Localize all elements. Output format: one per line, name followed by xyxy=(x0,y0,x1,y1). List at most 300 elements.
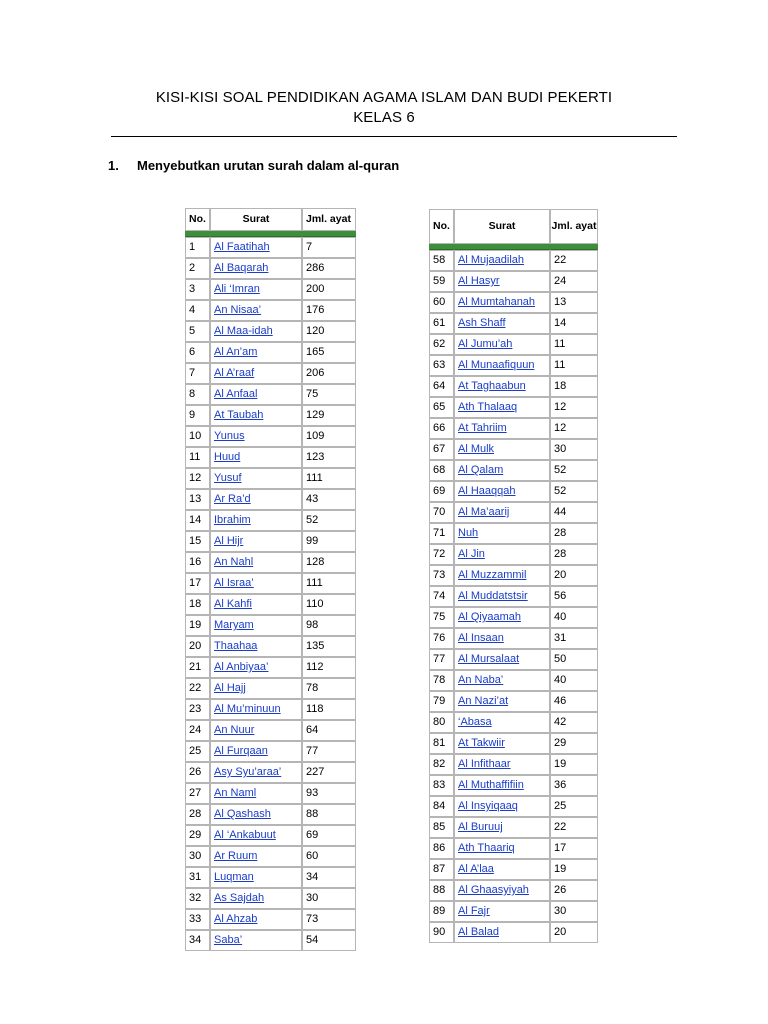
surah-name-link[interactable]: Maryam xyxy=(214,619,254,631)
ayat-count: 135 xyxy=(302,636,356,657)
surah-name-cell xyxy=(210,342,302,363)
surah-name-cell xyxy=(210,258,302,279)
table-row xyxy=(185,489,356,510)
surah-name-link[interactable]: Al Fajr xyxy=(458,905,490,917)
surah-name-cell xyxy=(454,733,550,754)
surah-name-link[interactable]: Al Furqaan xyxy=(214,745,268,757)
surah-name-link[interactable]: Luqman xyxy=(214,871,254,883)
ayat-count: 7 xyxy=(302,237,356,258)
surah-number: 89 xyxy=(429,901,454,922)
table-row xyxy=(429,649,598,670)
surah-number: 28 xyxy=(185,804,210,825)
ayat-count: 14 xyxy=(550,313,598,334)
section-number: 1. xyxy=(108,158,119,173)
table-row xyxy=(429,817,598,838)
table-row xyxy=(429,418,598,439)
table-header-row xyxy=(429,209,598,244)
surah-name-cell xyxy=(454,901,550,922)
ayat-count: 25 xyxy=(550,796,598,817)
surah-name-cell xyxy=(210,237,302,258)
table-header-row xyxy=(185,208,356,231)
surah-table-left xyxy=(185,208,356,951)
table-row xyxy=(429,607,598,628)
surah-name-cell xyxy=(210,846,302,867)
surah-name-link[interactable]: Al A’raaf xyxy=(214,367,255,379)
surah-name-cell xyxy=(454,250,550,271)
surah-name-link[interactable]: At Taghaabun xyxy=(458,380,526,392)
table-row xyxy=(429,565,598,586)
surah-name-link[interactable]: Al Muddatstsir xyxy=(458,590,528,602)
surah-name-link[interactable]: Al Mursalaat xyxy=(458,653,520,665)
surah-name-link[interactable]: Al Hijr xyxy=(214,535,244,547)
table-row xyxy=(429,691,598,712)
surah-name-link[interactable]: Al Anbiyaa’ xyxy=(214,661,269,673)
ayat-count: 52 xyxy=(550,460,598,481)
surah-name-cell xyxy=(454,670,550,691)
surah-name-link[interactable]: Al Balad xyxy=(458,926,499,938)
ayat-count: 31 xyxy=(550,628,598,649)
surah-number: 29 xyxy=(185,825,210,846)
table-row xyxy=(429,313,598,334)
surah-number: 81 xyxy=(429,733,454,754)
surah-number: 74 xyxy=(429,586,454,607)
surah-name-cell xyxy=(210,762,302,783)
surah-name-link[interactable]: At Taubah xyxy=(214,409,264,421)
surah-name-link[interactable]: Ath Thaariq xyxy=(458,842,515,854)
ayat-count: 28 xyxy=(550,523,598,544)
surah-number: 76 xyxy=(429,628,454,649)
ayat-count: 18 xyxy=(550,376,598,397)
surah-name-link[interactable]: At Takwiir xyxy=(458,737,505,749)
surah-number: 66 xyxy=(429,418,454,439)
column-header-surat: Surat xyxy=(454,209,550,244)
ayat-count: 40 xyxy=(550,670,598,691)
section-text: Menyebutkan urutan surah dalam al-quran xyxy=(137,158,400,173)
surah-name-link[interactable]: ‘Abasa xyxy=(458,716,492,728)
ayat-count: 34 xyxy=(302,867,356,888)
surah-name-cell xyxy=(454,418,550,439)
surah-name-cell xyxy=(210,279,302,300)
surah-name-link[interactable]: Al Hajj xyxy=(214,682,246,694)
surah-name-cell xyxy=(454,628,550,649)
surah-number: 5 xyxy=(185,321,210,342)
ayat-count: 73 xyxy=(302,909,356,930)
table-row xyxy=(185,741,356,762)
surah-number: 88 xyxy=(429,880,454,901)
ayat-count: 78 xyxy=(302,678,356,699)
ayat-count: 20 xyxy=(550,922,598,943)
surah-name-link[interactable]: Al Mu’minuun xyxy=(214,703,281,715)
surah-name-link[interactable]: Al Baqarah xyxy=(214,262,269,274)
surah-number: 62 xyxy=(429,334,454,355)
surah-number: 67 xyxy=(429,439,454,460)
table-row xyxy=(185,447,356,468)
ayat-count: 110 xyxy=(302,594,356,615)
surah-name-link[interactable]: Al Jin xyxy=(458,548,485,560)
table-row xyxy=(185,468,356,489)
surah-name-link[interactable]: Al Qiyaamah xyxy=(458,611,521,623)
surah-number: 16 xyxy=(185,552,210,573)
ayat-count: 111 xyxy=(302,468,356,489)
surah-name-cell xyxy=(210,447,302,468)
ayat-count: 36 xyxy=(550,775,598,796)
surah-name-link[interactable]: Al Ahzab xyxy=(214,913,258,925)
surah-number: 84 xyxy=(429,796,454,817)
surah-name-cell xyxy=(454,712,550,733)
surah-name-link[interactable]: Al Mumtahanah xyxy=(458,296,536,308)
table-row xyxy=(429,439,598,460)
table-row xyxy=(429,355,598,376)
surah-name-link[interactable]: Al Insaan xyxy=(458,632,504,644)
table-row xyxy=(185,573,356,594)
surah-number: 79 xyxy=(429,691,454,712)
surah-number: 80 xyxy=(429,712,454,733)
surah-name-cell xyxy=(454,439,550,460)
surah-name-cell xyxy=(454,481,550,502)
surah-number: 1 xyxy=(185,237,210,258)
ayat-count: 93 xyxy=(302,783,356,804)
surah-number: 30 xyxy=(185,846,210,867)
surah-name-cell xyxy=(210,531,302,552)
table-row xyxy=(185,909,356,930)
table-row xyxy=(185,804,356,825)
surah-number: 65 xyxy=(429,397,454,418)
surah-name-link[interactable]: Al Qalam xyxy=(458,464,504,476)
surah-name-cell xyxy=(210,384,302,405)
surah-name-link[interactable]: Ar Ruum xyxy=(214,850,258,862)
surah-name-cell xyxy=(454,859,550,880)
ayat-count: 128 xyxy=(302,552,356,573)
surah-name-link[interactable]: Ath Thalaaq xyxy=(458,401,518,413)
ayat-count: 129 xyxy=(302,405,356,426)
surah-number: 19 xyxy=(185,615,210,636)
surah-name-link[interactable]: Nuh xyxy=(458,527,479,539)
table-row xyxy=(429,670,598,691)
table-row xyxy=(185,510,356,531)
surah-name-link[interactable]: An Nisaa’ xyxy=(214,304,262,316)
surah-name-link[interactable]: As Sajdah xyxy=(214,892,265,904)
ayat-count: 120 xyxy=(302,321,356,342)
surah-number: 82 xyxy=(429,754,454,775)
surah-number: 14 xyxy=(185,510,210,531)
surah-name-link[interactable]: Al Munaafiquun xyxy=(458,359,535,371)
surah-name-link[interactable]: Ar Ra’d xyxy=(214,493,251,505)
table-row xyxy=(429,460,598,481)
ayat-count: 52 xyxy=(550,481,598,502)
surah-number: 69 xyxy=(429,481,454,502)
surah-name-link[interactable]: An Nazi’at xyxy=(458,695,509,707)
table-row xyxy=(429,754,598,775)
surah-name-cell xyxy=(454,523,550,544)
table-row xyxy=(429,502,598,523)
surah-name-link[interactable]: Al Maa-idah xyxy=(214,325,273,337)
ayat-count: 56 xyxy=(550,586,598,607)
surah-number: 6 xyxy=(185,342,210,363)
surah-name-cell xyxy=(454,271,550,292)
surah-name-cell xyxy=(210,678,302,699)
surah-name-cell xyxy=(454,376,550,397)
surah-name-link[interactable]: Saba’ xyxy=(214,934,243,946)
ayat-count: 54 xyxy=(302,930,356,951)
surah-number: 90 xyxy=(429,922,454,943)
surah-number: 60 xyxy=(429,292,454,313)
table-row xyxy=(429,838,598,859)
surah-name-link[interactable]: An Nahl xyxy=(214,556,254,568)
surah-name-link[interactable]: Ali ‘Imran xyxy=(214,283,260,295)
table-row xyxy=(185,783,356,804)
surah-name-cell xyxy=(210,867,302,888)
ayat-count: 123 xyxy=(302,447,356,468)
table-row xyxy=(429,901,598,922)
ayat-count: 17 xyxy=(550,838,598,859)
surah-name-link[interactable]: Al Mujaadilah xyxy=(458,254,525,266)
surah-name-link[interactable]: Ash Shaff xyxy=(458,317,506,329)
surah-name-link[interactable]: Yusuf xyxy=(214,472,242,484)
surah-number: 13 xyxy=(185,489,210,510)
column-header-ayat: Jml. ayat xyxy=(550,209,598,244)
surah-number: 12 xyxy=(185,468,210,489)
surah-number: 23 xyxy=(185,699,210,720)
ayat-count: 19 xyxy=(550,754,598,775)
surah-number: 15 xyxy=(185,531,210,552)
surah-name-cell xyxy=(454,334,550,355)
surah-number: 18 xyxy=(185,594,210,615)
surah-name-link[interactable]: Al Muzzammil xyxy=(458,569,527,581)
surah-number: 2 xyxy=(185,258,210,279)
ayat-count: 60 xyxy=(302,846,356,867)
surah-name-cell xyxy=(454,313,550,334)
ayat-count: 227 xyxy=(302,762,356,783)
surah-name-link[interactable]: Al Kahfi xyxy=(214,598,252,610)
ayat-count: 286 xyxy=(302,258,356,279)
surah-name-link[interactable]: Al Jumu’ah xyxy=(458,338,513,350)
surah-name-cell xyxy=(210,594,302,615)
table-row xyxy=(429,544,598,565)
surah-name-link[interactable]: Al Muthaffifiin xyxy=(458,779,524,791)
surah-name-link[interactable]: Al Haaqqah xyxy=(458,485,516,497)
surah-name-cell xyxy=(454,586,550,607)
surah-number: 11 xyxy=(185,447,210,468)
ayat-count: 50 xyxy=(550,649,598,670)
surah-name-cell xyxy=(454,607,550,628)
table-row xyxy=(185,300,356,321)
surah-number: 61 xyxy=(429,313,454,334)
surah-number: 77 xyxy=(429,649,454,670)
table-row xyxy=(185,405,356,426)
table-row xyxy=(429,523,598,544)
table-row xyxy=(429,271,598,292)
ayat-count: 165 xyxy=(302,342,356,363)
ayat-count: 112 xyxy=(302,657,356,678)
surah-number: 58 xyxy=(429,250,454,271)
ayat-count: 20 xyxy=(550,565,598,586)
surah-name-cell xyxy=(210,657,302,678)
surah-name-link[interactable]: Al A’laa xyxy=(458,863,494,875)
ayat-count: 29 xyxy=(550,733,598,754)
surah-name-cell xyxy=(454,502,550,523)
surah-name-cell xyxy=(454,922,550,943)
table-row xyxy=(185,825,356,846)
surah-number: 59 xyxy=(429,271,454,292)
surah-number: 32 xyxy=(185,888,210,909)
surah-name-cell xyxy=(454,565,550,586)
surah-name-link[interactable]: Al An’am xyxy=(214,346,258,358)
table-row xyxy=(185,699,356,720)
ayat-count: 11 xyxy=(550,334,598,355)
surah-name-cell xyxy=(210,510,302,531)
document-title xyxy=(0,88,768,128)
ayat-count: 75 xyxy=(302,384,356,405)
ayat-count: 19 xyxy=(550,859,598,880)
ayat-count: 46 xyxy=(550,691,598,712)
surah-number: 73 xyxy=(429,565,454,586)
surah-name-cell xyxy=(454,691,550,712)
surah-name-cell xyxy=(210,909,302,930)
table-row xyxy=(185,846,356,867)
title-line-2: KELAS 6 xyxy=(353,109,415,126)
surah-name-link[interactable]: Yunus xyxy=(214,430,245,442)
column-header-no: No. xyxy=(185,208,210,231)
surah-name-link[interactable]: Al Insyiqaaq xyxy=(458,800,518,812)
surah-table-right xyxy=(429,209,598,943)
table-row xyxy=(185,363,356,384)
table-row xyxy=(185,615,356,636)
ayat-count: 30 xyxy=(302,888,356,909)
surah-number: 87 xyxy=(429,859,454,880)
table-row xyxy=(185,531,356,552)
table-row xyxy=(185,426,356,447)
ayat-count: 111 xyxy=(302,573,356,594)
surah-number: 34 xyxy=(185,930,210,951)
ayat-count: 24 xyxy=(550,271,598,292)
surah-name-cell xyxy=(210,930,302,951)
table-row xyxy=(429,775,598,796)
ayat-count: 30 xyxy=(550,901,598,922)
table-row xyxy=(185,636,356,657)
table-row xyxy=(429,733,598,754)
surah-name-link[interactable]: Ibrahim xyxy=(214,514,251,526)
title-line-1: KISI-KISI SOAL PENDIDIKAN AGAMA ISLAM DAN BUDI PEKERTI xyxy=(155,89,613,106)
ayat-count: 42 xyxy=(550,712,598,733)
ayat-count: 69 xyxy=(302,825,356,846)
surah-name-cell xyxy=(210,720,302,741)
surah-name-link[interactable]: Al Israa’ xyxy=(214,577,254,589)
table-row xyxy=(429,292,598,313)
surah-number: 71 xyxy=(429,523,454,544)
surah-name-link[interactable]: Al Mulk xyxy=(458,443,495,455)
ayat-count: 176 xyxy=(302,300,356,321)
surah-name-cell xyxy=(210,405,302,426)
section-heading xyxy=(108,158,399,173)
table-row xyxy=(429,628,598,649)
title-divider xyxy=(111,136,677,137)
ayat-count: 200 xyxy=(302,279,356,300)
surah-number: 3 xyxy=(185,279,210,300)
table-row xyxy=(185,237,356,258)
ayat-count: 98 xyxy=(302,615,356,636)
surah-name-link[interactable]: Al Infithaar xyxy=(458,758,511,770)
surah-name-link[interactable]: An Nuur xyxy=(214,724,255,736)
surah-name-link[interactable]: Al Qashash xyxy=(214,808,271,820)
surah-name-link[interactable]: Al Faatihah xyxy=(214,241,270,253)
table-row xyxy=(185,279,356,300)
surah-name-cell xyxy=(454,397,550,418)
surah-name-cell xyxy=(210,699,302,720)
surah-name-cell xyxy=(210,615,302,636)
surah-number: 70 xyxy=(429,502,454,523)
surah-number: 78 xyxy=(429,670,454,691)
surah-number: 86 xyxy=(429,838,454,859)
table-row xyxy=(185,888,356,909)
surah-name-cell xyxy=(454,292,550,313)
surah-name-cell xyxy=(454,817,550,838)
surah-name-cell xyxy=(454,460,550,481)
ayat-count: 26 xyxy=(550,880,598,901)
surah-name-cell xyxy=(454,649,550,670)
surah-number: 10 xyxy=(185,426,210,447)
surah-name-cell xyxy=(210,741,302,762)
surah-name-link[interactable]: Al Ma’aarij xyxy=(458,506,510,518)
surah-number: 25 xyxy=(185,741,210,762)
surah-name-cell xyxy=(210,804,302,825)
surah-name-link[interactable]: An Naml xyxy=(214,787,257,799)
surah-name-link[interactable]: Al Anfaal xyxy=(214,388,258,400)
table-row xyxy=(185,762,356,783)
surah-name-link[interactable]: At Tahriim xyxy=(458,422,507,434)
surah-name-link[interactable]: Asy Syu’araa’ xyxy=(214,766,282,778)
surah-name-link[interactable]: Thaahaa xyxy=(214,640,258,652)
surah-name-link[interactable]: Al Buruuj xyxy=(458,821,503,833)
ayat-count: 12 xyxy=(550,397,598,418)
ayat-count: 22 xyxy=(550,817,598,838)
surah-name-cell xyxy=(454,544,550,565)
table-row xyxy=(429,586,598,607)
surah-name-link[interactable]: Al Ghaasyiyah xyxy=(458,884,529,896)
surah-number: 22 xyxy=(185,678,210,699)
surah-number: 83 xyxy=(429,775,454,796)
surah-name-cell xyxy=(454,838,550,859)
table-row xyxy=(185,258,356,279)
surah-name-link[interactable]: Al ‘Ankabuut xyxy=(214,829,276,841)
table-row xyxy=(429,712,598,733)
surah-number: 27 xyxy=(185,783,210,804)
surah-name-link[interactable]: An Naba’ xyxy=(458,674,504,686)
surah-name-cell xyxy=(210,636,302,657)
surah-name-link[interactable]: Al Hasyr xyxy=(458,275,500,287)
table-row xyxy=(429,250,598,271)
column-header-no: No. xyxy=(429,209,454,244)
surah-number: 63 xyxy=(429,355,454,376)
surah-name-cell xyxy=(210,825,302,846)
surah-name-cell xyxy=(210,363,302,384)
ayat-count: 11 xyxy=(550,355,598,376)
ayat-count: 22 xyxy=(550,250,598,271)
table-row xyxy=(185,930,356,951)
table-row xyxy=(185,594,356,615)
table-row xyxy=(185,342,356,363)
surah-name-cell xyxy=(210,783,302,804)
surah-name-cell xyxy=(454,355,550,376)
surah-number: 64 xyxy=(429,376,454,397)
surah-name-link[interactable]: Huud xyxy=(214,451,241,463)
table-row xyxy=(185,867,356,888)
surah-name-cell xyxy=(454,880,550,901)
table-row xyxy=(429,334,598,355)
ayat-count: 28 xyxy=(550,544,598,565)
table-row xyxy=(429,880,598,901)
surah-name-cell xyxy=(210,888,302,909)
surah-name-cell xyxy=(210,300,302,321)
